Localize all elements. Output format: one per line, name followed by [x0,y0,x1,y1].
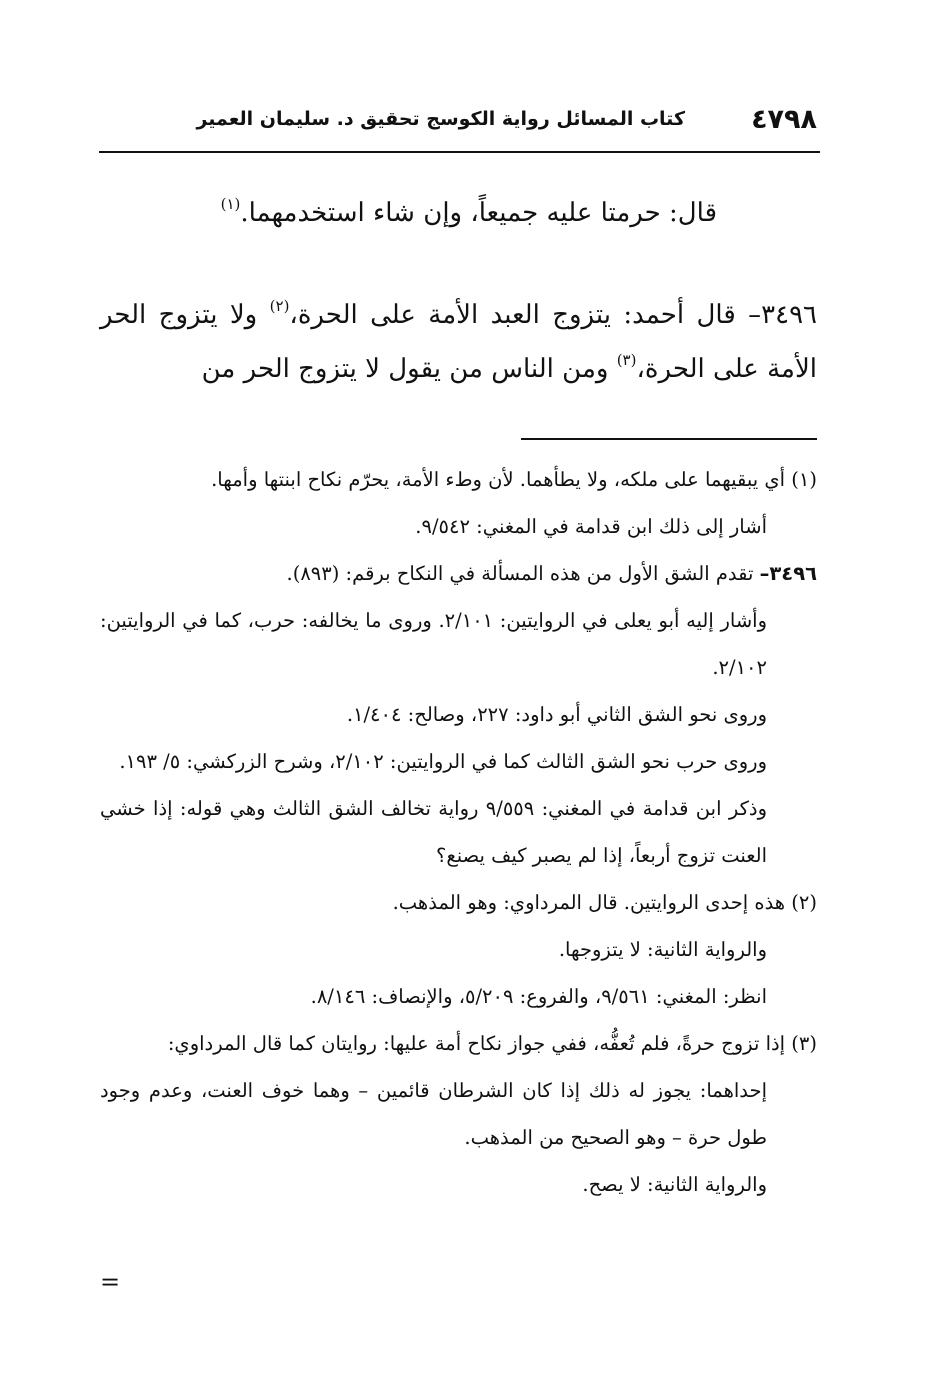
footnote-2-line-2: والرواية الثانية: لا يتزوجها. [558,938,767,961]
issue-paragraph [100,288,817,396]
footnote-separator [521,438,817,440]
footnote-2-line-1: (٢) هذه إحدى الروايتين. قال المرداوي: وهو المذهب. [392,891,817,914]
footnote-2-line-3: انظر: المغني: ٩/٥٦١، والفروع: ٥/٢٠٩، والإنصاف: ٨/١٤٦. [310,985,767,1008]
footnote-issue-text: تقدم الشق الأول من هذه المسألة في النكاح برقم: (٨٩٣). [286,562,760,585]
page-header [100,104,817,144]
issue-text-3: ومن الناس من يقول لا يتزوج الحر من [201,354,617,384]
header-rule [99,151,820,153]
footnote-1-para-b: وروى نحو الشق الثاني أبو داود: ٢٢٧، وصالح: ١/٤٠٤. [346,703,767,726]
footnote-3-line-1: (٣) إذا تزوج حرةً، فلم تُعفُّه، ففي جواز نكاح أمة عليها: روايتان كما قال المرداوي: [167,1032,817,1055]
main-text-line-1 [100,186,717,240]
footnotes [100,456,817,1208]
footnote-1-para-d: وذكر ابن قدامة في المغني: ٩/٥٥٩ رواية تخالف الشق الثالث وهي قوله: إذا خشي العنت تزوج أربعاً، إذا لم يصبر كيف يصنع؟ [100,797,767,867]
footnote-1-para-c: وروى حرب نحو الشق الثالث كما في الروايتين: ٢/١٠٢، وشرح الزركشي: ٥/ ١٩٣. [119,750,767,773]
footnote-ref-3: (٣) [616,351,637,369]
issue-number: ٣٤٩٦– [748,300,818,330]
footnote-3-para-b: والرواية الثانية: لا يصح. [582,1173,767,1196]
page-number: ٤٧٩٨ [751,104,817,135]
footnote-ref-1: (١) [220,195,241,213]
footnote-ref-2: (٢) [269,297,290,315]
issue-text-2: ولا يتزوج الحر الأمة على الحرة، [100,300,817,384]
footnote-1-line-2: أشار إلى ذلك ابن قدامة في المغني: ٩/٥٤٢. [415,515,767,538]
main-line-1-text: قال: حرمتا عليه جميعاً، وإن شاء استخدمهما. [240,198,717,228]
continuation-mark: = [100,1268,121,1296]
footnote-issue-number: ٣٤٩٦– [759,562,817,585]
issue-text-1: قال أحمد: يتزوج العبد الأمة على الحرة، [289,300,749,330]
running-title: كتاب المسائل رواية الكوسج تحقيق د. سليمان العمير [196,108,685,130]
footnote-1-para-a: وأشار إليه أبو يعلى في الروايتين: ٢/١٠١. وروى ما يخالفه: حرب، كما في الروايتين: ٢/١٠٢. [100,609,767,679]
footnote-1-issue [100,550,817,597]
footnote-3-para-a: إحداهما: يجوز له ذلك إذا كان الشرطان قائمين – وهما خوف العنت، وعدم وجود طول حرة – وهو الصحيح من المذهب. [100,1079,767,1149]
footnote-1-line-1: (١) أي يبقيهما على ملكه، ولا يطأهما. لأن وطء الأمة، يحرّم نكاح ابنتها وأمها. [211,468,817,491]
